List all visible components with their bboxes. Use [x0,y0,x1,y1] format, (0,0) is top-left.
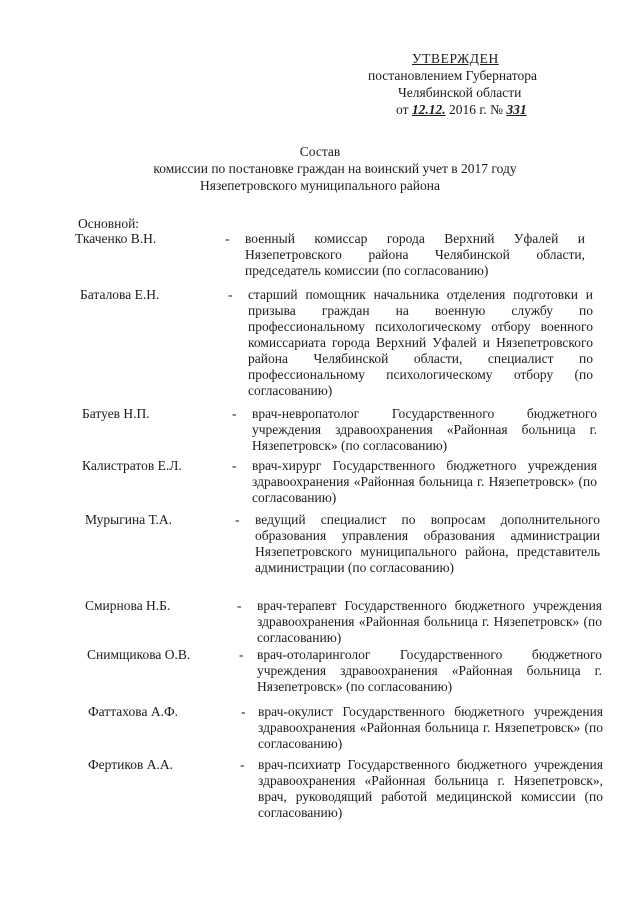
member-role: врач-хирург Государственного бюджетного учреждения здравоохранения «Районная больница г. Нязепетровск» (по согласованию) [252,458,597,505]
approval-block [360,50,580,118]
document-title [0,143,640,194]
member-role: врач-терапевт Государственного бюджетного учреждения здравоохранения «Районная больница г. Нязепетровск» (по согласованию) [257,598,602,645]
section-label: Основной: [78,216,140,231]
date-prefix: от [396,102,409,117]
member-role: военный комиссар города Верхний Уфалей и Нязепетровского района Челябинской области, председатель комиссии (по согласованию) [245,231,585,278]
member-dash: - [235,512,240,527]
member-dash: - [240,757,245,772]
member-role: старший помощник начальника отделения подготовки и призыва граждан на военную службу по профессиональному психологическому отбору военного комиссариата города Верхний Уфалей и Нязепетровского района Челябинской области, специалист по профессиональному психологическому отбору (по согласованию) [248,287,593,398]
member-dash: - [225,231,230,246]
member-name: Смирнова Н.Б. [85,598,171,613]
member-name: Калистратов Е.Л. [82,458,182,473]
member-dash: - [239,647,244,662]
member-name: Ткаченко В.Н. [75,231,157,246]
date-line [396,101,580,118]
member-dash: - [228,287,233,302]
member-name: Мурыгина Т.А. [85,512,172,527]
member-role: врач-психиатр Государственного бюджетного учреждения здравоохранения «Районная больница г. Нязепетровск», врач, руководящий работой медицинской комиссии (по согласованию) [258,757,603,820]
member-name: Фаттахова А.Ф. [88,704,178,719]
title-line-2: комиссии по постановке граждан на воинский учет в 2017 году [153,161,517,176]
member-dash: - [241,704,246,719]
approved-heading: УТВЕРЖДЕН [412,51,499,66]
member-dash: - [232,458,237,473]
member-dash: - [232,406,237,421]
region-line: Челябинской области [398,85,522,100]
member-name: Баталова Е.Н. [80,287,160,302]
member-role: врач-отоларинголог Государственного бюджетного учреждения здравоохранения «Районная больница г. Нязепетровск» (по согласованию) [257,647,602,694]
title-line-3: Нязепетровского муниципального района [200,178,440,193]
date-year: 2016 г. № [448,102,504,117]
member-role: врач-невропатолог Государственного бюджетного учреждения здравоохранения «Районная больница г. Нязепетровск» (по согласованию) [252,406,597,453]
member-dash: - [237,598,242,613]
handwritten-date: 12.12. [411,102,446,117]
decree-line: постановлением Губернатора [368,68,537,83]
member-name: Батуев Н.П. [82,406,150,421]
member-name: Фертиков А.А. [88,757,173,772]
member-role: ведущий специалист по вопросам дополнительного образования управления образования администрации Нязепетровского муниципального района, представитель администрации (по согласованию) [255,512,600,575]
member-name: Снимщикова О.В. [87,647,191,662]
title-line-1: Состав [299,144,341,159]
handwritten-number: 331 [506,102,527,117]
member-role: врач-окулист Государственного бюджетного учреждения здравоохранения «Районная больница г. Нязепетровск» (по согласованию) [258,704,603,751]
